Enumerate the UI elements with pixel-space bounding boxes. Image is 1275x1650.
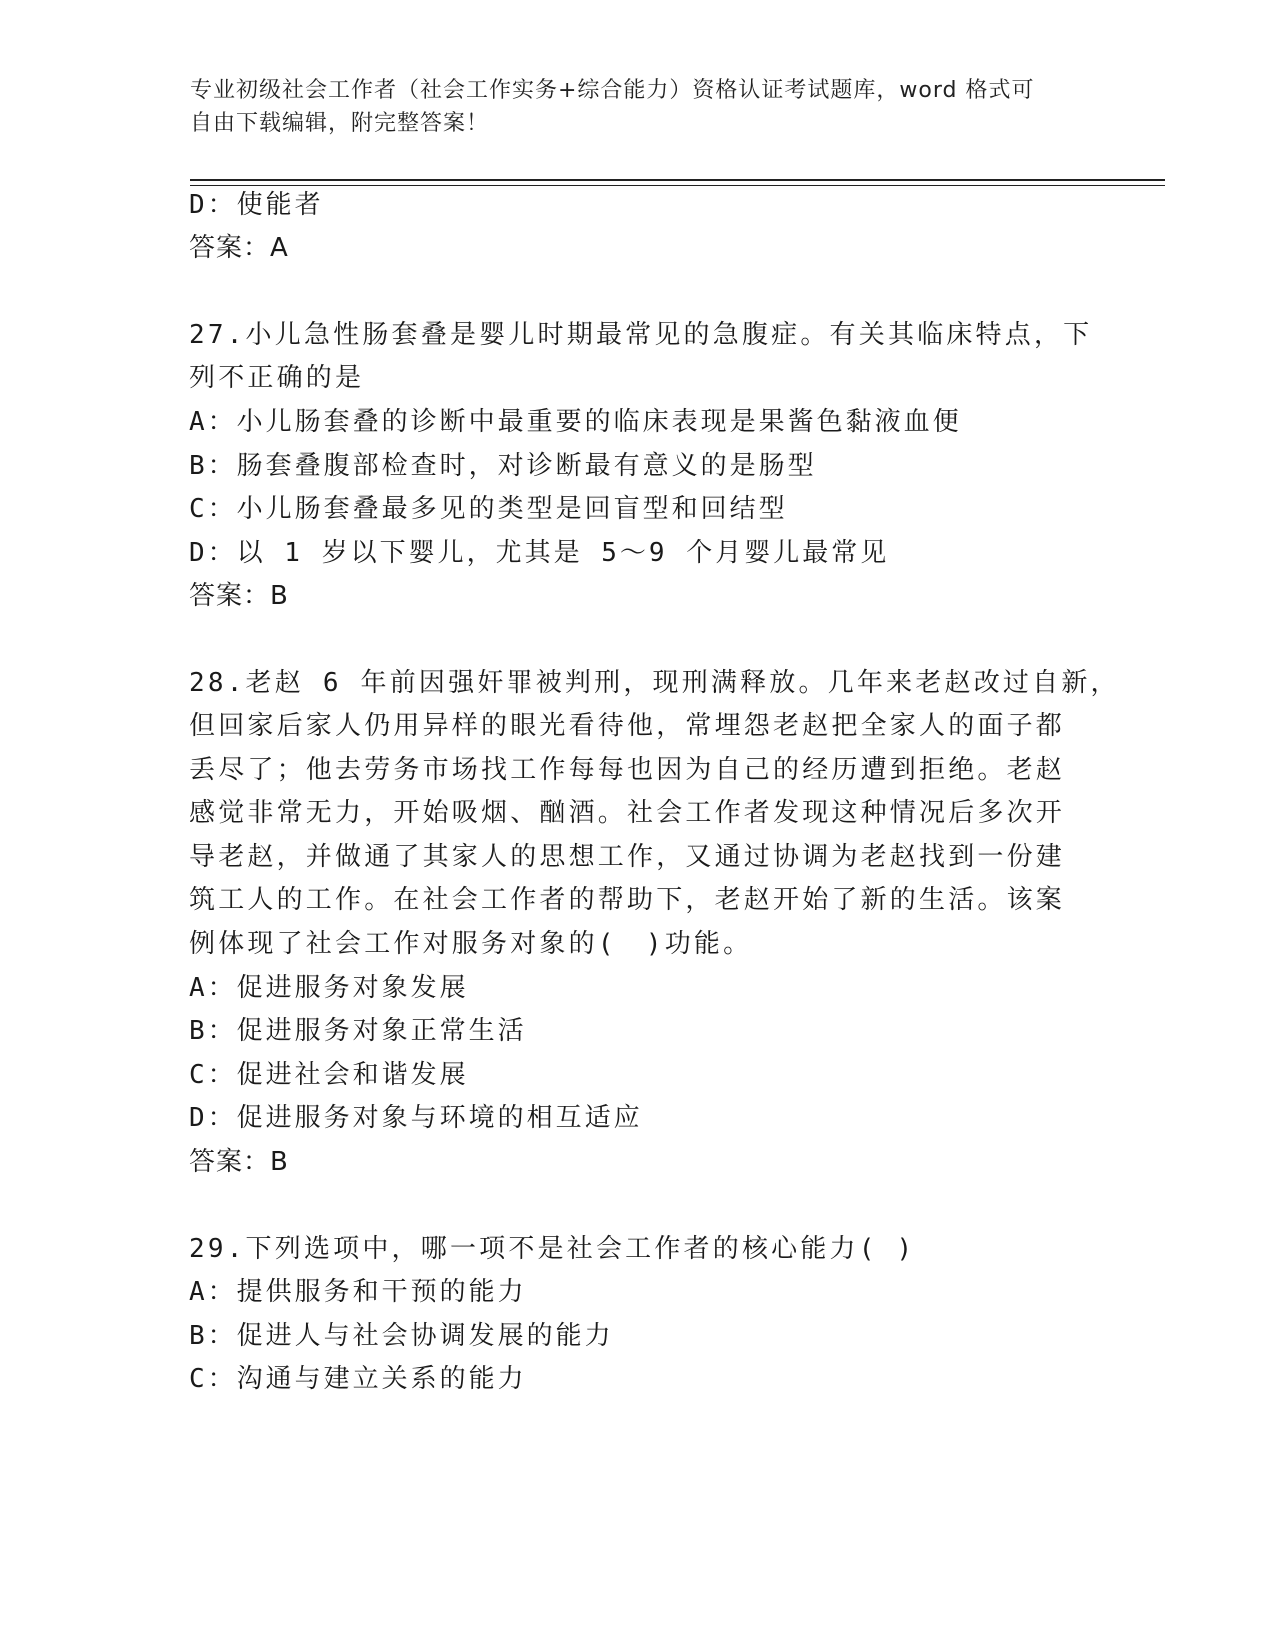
header-rule-thin [190, 185, 1165, 186]
q28-stem-line-7: 例体现了社会工作对服务对象的( )功能。 [189, 929, 753, 959]
q28-option-a: A：促进服务对象发展 [189, 973, 469, 1003]
q28-stem-line-6: 筑工人的工作。在社会工作者的帮助下，老赵开始了新的生活。该案 [189, 885, 1066, 915]
header-rule-thick [190, 179, 1165, 181]
q29-option-b: B：促进人与社会协调发展的能力 [189, 1321, 614, 1351]
prev-answer: 答案：A [189, 233, 289, 263]
q27-option-d: D：以 1 岁以下婴儿，尤其是 5～9 个月婴儿最常见 [189, 538, 890, 568]
q29-option-c: C：沟通与建立关系的能力 [189, 1364, 527, 1394]
q28-stem-line-1: 28.老赵 6 年前因强奸罪被判刑，现刑满释放。几年来老赵改过自新， [189, 668, 1120, 698]
q27-option-b: B：肠套叠腹部检查时，对诊断最有意义的是肠型 [189, 451, 817, 481]
page-header [190, 74, 1090, 140]
q28-option-b: B：促进服务对象正常生活 [189, 1016, 527, 1046]
header-line-1: 专业初级社会工作者（社会工作实务+综合能力）资格认证考试题库，word 格式可 [190, 78, 1035, 103]
q29-option-a: A：提供服务和干预的能力 [189, 1277, 527, 1307]
q28-stem-line-5: 导老赵，并做通了其家人的思想工作，又通过协调为老赵找到一份建 [189, 842, 1066, 872]
q27-option-a: A：小儿肠套叠的诊断中最重要的临床表现是果酱色黏液血便 [189, 407, 962, 437]
q27-answer: 答案：B [189, 581, 289, 611]
q28-option-c: C：促进社会和谐发展 [189, 1060, 469, 1090]
q28-answer: 答案：B [189, 1147, 289, 1177]
q27-stem-line-2: 列不正确的是 [189, 363, 365, 393]
q27-stem-line-1: 27.小儿急性肠套叠是婴儿时期最常见的急腹症。有关其临床特点，下 [189, 320, 1093, 350]
prev-option-d: D：使能者 [189, 190, 324, 220]
q28-stem-line-2: 但回家后家人仍用异样的眼光看待他，常埋怨老赵把全家人的面子都 [189, 711, 1066, 741]
q28-stem-line-4: 感觉非常无力，开始吸烟、酗酒。社会工作者发现这种情况后多次开 [189, 798, 1066, 828]
q27-option-c: C：小儿肠套叠最多见的类型是回盲型和回结型 [189, 494, 788, 524]
q28-stem-line-3: 丢尽了；他去劳务市场找工作每每也因为自己的经历遭到拒绝。老赵 [189, 755, 1066, 785]
q28-option-d: D：促进服务对象与环境的相互适应 [189, 1103, 643, 1133]
header-line-2: 自由下载编辑，附完整答案！ [190, 111, 490, 136]
q29-stem-line-1: 29.下列选项中，哪一项不是社会工作者的核心能力( ) [189, 1234, 916, 1264]
